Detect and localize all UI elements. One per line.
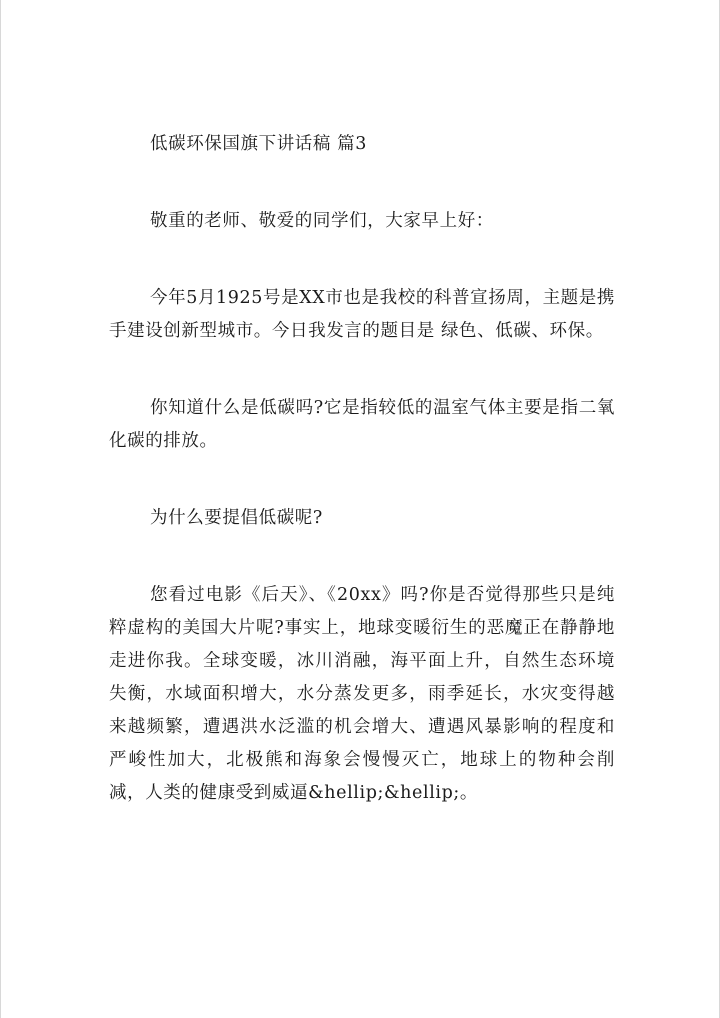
greeting-line: 敬重的老师、敬爱的同学们，大家早上好： [150, 211, 494, 231]
paragraph-3: 为什么要提倡低碳呢? [150, 508, 323, 528]
paragraph-1: 今年5月1925号是XX市也是我校的科普宣扬周，主题是携手建设创新型城市。今日我发言的题目是 绿色、低碳、环保。 [109, 288, 615, 341]
paragraph-4: 您看过电影《后天》、《20xx》吗?你是否觉得那些只是纯粹虚构的美国大片呢?事实上，地球变暖衍生的恶魔正在静静地走进你我。全球变暖，冰川消融，海平面上升，自然生态环境失衡，水域面积增大，水分蒸发更多，雨季延长，水灾变得越来越频繁，遭遇洪水泛滥的机会增大、遭遇风暴影响的程度和严峻性加大，北极熊和海象会慢慢灭亡，地球上的物种会削减，人类的健康受到威逼&hellip;&hellip;。 [109, 585, 615, 803]
document-body [109, 128, 615, 854]
paragraph-2: 你知道什么是低碳吗?它是指较低的温室气体主要是指二氧化碳的排放。 [109, 398, 615, 451]
document-title: 低碳环保国旗下讲话稿 篇3 [150, 134, 367, 154]
